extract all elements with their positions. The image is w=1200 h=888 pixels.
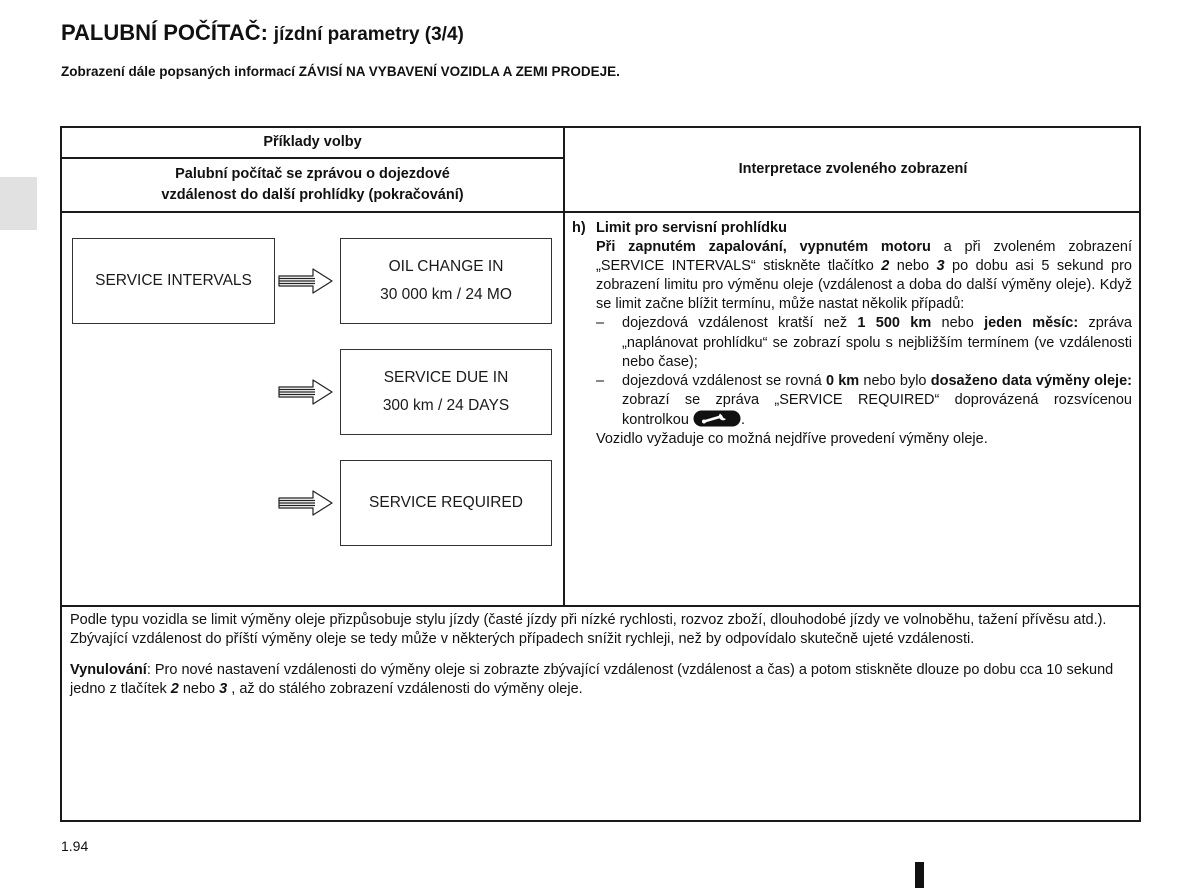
display-text-line2: 300 km / 24 DAYS xyxy=(382,397,510,414)
interpretation-final: Vozidlo vyžaduje co možná nejdříve provedení výměny oleje. xyxy=(596,431,988,448)
double-arrow-icon xyxy=(277,377,335,407)
display-text-line1: SERVICE DUE IN xyxy=(383,369,509,386)
page-subtitle: Zobrazení dále popsaných informací ZÁVISÍ NA VYBAVENÍ VOZIDLA A ZEMI PRODEJE. xyxy=(61,64,620,79)
examples-subheader-line1: Palubní počítač se zprávou o dojezdové xyxy=(175,166,450,182)
bottom-note xyxy=(70,611,1134,710)
text: : Pro nové nastavení vzdálenosti do výměny oleje si zobrazte zbývající vzdálenost (vzdálenost a čas) a potom stiskněte dlouze po dobu cca 10 sekund jedno z tlačítek xyxy=(70,661,1114,697)
interpretation-body xyxy=(572,219,1132,449)
text: nebo bylo xyxy=(859,372,931,389)
examples-subheader xyxy=(62,159,563,211)
text-bold: 0 km xyxy=(825,372,860,389)
double-arrow-icon xyxy=(277,266,335,296)
bullet-dash: – xyxy=(596,315,605,332)
page-title xyxy=(61,20,464,46)
intro-text: nebo xyxy=(889,258,937,275)
list-item xyxy=(596,314,1132,371)
wrench-warning-light-icon xyxy=(693,410,741,427)
reset-paragraph xyxy=(70,661,1134,700)
text: zobrazí se zpráva „SERVICE REQUIRED“ doprovázená rozsvícenou kontrolkou xyxy=(622,391,1132,428)
intro-text: a při zvoleném zobrazení „SERVICE INTERVALS“ stiskněte tlačítko xyxy=(596,239,1132,275)
note-paragraph: Podle typu vozidla se limit výměny oleje přizpůsobuje stylu jízdy (časté jízdy při nízké rychlosti, rozvoz zboží, dlouhodobé jízdy ve volnoběhu, tažení přívěsu atd.). Zbývající vzdálenost do příští výměny oleje se tedy může v některých případech snížit rychleji, než by odpovídalo skutečně ujeté vzdálenosti. xyxy=(70,612,1107,648)
button-2-ref: 2 xyxy=(170,680,179,697)
row-divider xyxy=(62,211,1141,213)
display-service-intervals xyxy=(72,238,275,324)
text: nebo xyxy=(178,680,220,697)
page-title-sub: jízdní parametry (3/4) xyxy=(273,24,464,45)
text: nebo xyxy=(931,315,985,332)
info-table xyxy=(60,126,1141,822)
text: dojezdová vzdálenost se rovná xyxy=(622,372,826,389)
interpretation-intro xyxy=(596,238,1132,314)
section-side-tab xyxy=(0,177,37,230)
text-bold: dosaženo data výměny oleje: xyxy=(930,372,1132,389)
interpretation-heading xyxy=(572,219,1132,238)
bullet-dash: – xyxy=(596,372,605,389)
reset-label: Vynulování xyxy=(70,661,147,678)
examples-header: Příklady volby xyxy=(263,134,362,150)
double-arrow-icon xyxy=(277,488,335,518)
display-text-line1: OIL CHANGE IN xyxy=(388,258,504,275)
text: . xyxy=(740,411,745,428)
text-bold: jeden měsíc: xyxy=(984,315,1079,332)
display-text: SERVICE REQUIRED xyxy=(369,494,523,511)
item-heading: Limit pro servisní prohlídku xyxy=(596,220,787,236)
bullet-text xyxy=(622,314,1132,371)
intro-bold: Při zapnutém zapalování, vypnutém motoru xyxy=(596,239,931,256)
interpretation-cases xyxy=(596,314,1132,430)
display-oil-change xyxy=(340,238,552,324)
interpretation-header: Interpretace zvoleného zobrazení xyxy=(738,161,968,177)
button-3-ref: 3 xyxy=(219,680,228,697)
text: dojezdová vzdálenost kratší než xyxy=(622,315,858,332)
bullet-text xyxy=(622,372,1132,430)
item-letter: h) xyxy=(572,220,586,236)
text: zpráva „naplánovat prohlídku“ se zobrazí spolu s nejbližším termínem (ve vzdálenosti nebo čase); xyxy=(622,315,1132,370)
button-3-ref: 3 xyxy=(936,258,945,275)
text: , až do stálého zobrazení vzdálenosti do výměny oleje. xyxy=(227,680,583,697)
button-2-ref: 2 xyxy=(881,258,890,275)
display-service-required xyxy=(340,460,552,546)
display-text: SERVICE INTERVALS xyxy=(95,272,252,289)
intro-text: po dobu asi 5 sekund pro zobrazení limitu pro výměnu oleje (vzdálenost a doba do další výměny oleje). Když se limit začne blížit termínu, může nastat několik případů: xyxy=(596,258,1132,313)
text-bold: 1 500 km xyxy=(857,315,932,332)
page-title-main: PALUBNÍ POČÍTAČ: xyxy=(61,20,268,45)
display-text-line2: 30 000 km / 24 MO xyxy=(380,286,512,303)
examples-subheader-line2: vzdálenost do další prohlídky (pokračování) xyxy=(161,187,464,203)
list-item xyxy=(596,372,1132,430)
page-edge-mark xyxy=(915,862,924,888)
row-divider xyxy=(62,605,1141,607)
display-service-due xyxy=(340,349,552,435)
page-number: 1.94 xyxy=(61,838,89,854)
